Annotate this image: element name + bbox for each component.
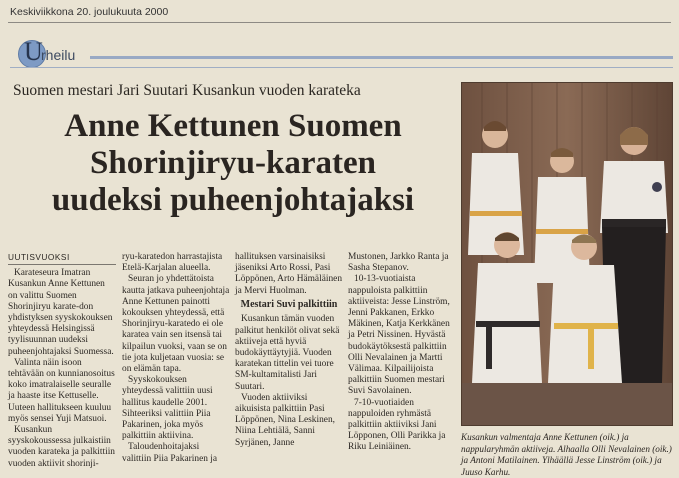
paragraph: Kusankun tämän vuoden palkitut henkilöt olivat sekä aktiiveja että hyviä budokäyttäytyjiä. Vuoden karatekan tittelin vei tuore SM-kultamitalisti Jari Suutari. — [235, 314, 340, 392]
headline — [8, 108, 458, 219]
floor — [462, 383, 672, 425]
masthead-rule — [8, 22, 671, 23]
article-column-4 — [348, 252, 456, 477]
section-label: rheilu — [41, 47, 76, 63]
paragraph: ryu-karatedon harrastajista Etelä-Karjalan alueella. — [122, 252, 223, 274]
paragraph: 7-10-vuotiaiden nappuloiden ryhmästä palkittiin aktiiviksi Jani Löpponen, Olli Parikka ja Riku Leiniäinen. — [348, 397, 446, 453]
section-header — [10, 36, 675, 70]
section-initial: U — [24, 37, 43, 66]
section-rule — [90, 56, 673, 59]
paragraph: hallituksen varsinaisiksi jäseniksi Arto Rossi, Pasi Löppönen, Arto Hämäläinen ja Mervi Huolman. — [235, 252, 343, 296]
paragraph: Valinta näin isoon tehtävään on kunnianosoitus koko imatralaiselle seuralle ja haaste itse Kettuselle. Uuteen hallitukseen kuuluu myös sensei Yuji Matsuoi. — [8, 357, 115, 424]
photo-caption: Kusankun valmentaja Anne Kettunen (oik.) ja nappularyhmän aktiiveja. Alhaalla Olli Nevalainen (oik.) ja Antoni Matilainen. Ylhäällä Jesse Linström (oik.) ja Juuso Karhu. — [461, 432, 672, 477]
subheading: Mestari Suvi palkittiin — [240, 298, 338, 310]
paragraph: Mustonen, Jarkko Ranta ja Sasha Stepanov. — [348, 252, 449, 274]
paragraph: Karateseura Imatran Kusankun Anne Kettunen on valittu Suomen Shorinjiryu karate-don yhdistyksen syyskokouksen yhteydessä Helsingissä tyylisuunnan uudeksi puheenjohtajaksi Suomessa. — [8, 268, 114, 357]
headline-line-3: uudeksi puheenjohtajaksi — [51, 182, 415, 218]
article-photo — [461, 82, 673, 426]
paragraph: Kusankun syyskokoussessa julkaistiin vuoden karateka ja palkittiin vuoden aktiivit shorinji- — [8, 425, 115, 469]
paragraph: Vuoden aktiiviksi aikuisista palkittiin Pasi Löppönen, Nina Leskinen, Niina Lehtiälä, Sanni Syrjänen, Janne — [235, 392, 335, 448]
karate-group-photo — [462, 83, 672, 425]
section-rule-thin — [10, 67, 673, 68]
headline-line-1: Anne Kettunen Suomen — [64, 108, 402, 144]
paragraph: 10-13-vuotiaista nappuloista palkittiin aktiiveista: Jesse Linström, Jenni Pakkanen, Erkko Mäkinen, Katja Kerkkänen ja Petri Nissinen. Hyvästä budokäytöksestä palkittiin Olli Nevalainen ja Martti Välimaa. Kilpailijoista palkittiin Suomen mestari Suvi Savolainen. — [348, 274, 450, 397]
article-column-3 — [235, 252, 343, 477]
article-column-2 — [122, 252, 230, 477]
byline: UUTISVUOKSI — [8, 252, 116, 265]
paragraph: Taloudenhoitajaksi valittiin Piia Pakarinen ja — [122, 442, 218, 464]
paragraph: Seuran jo yhdettätoista kautta jatkava puheenjohtaja Anne Kettunen painotti kokouksen yhteydessä, että Shorinjiryu-karatedo ei ole karatea vain sen itsensä tai kilpailun vuoksi, vaan se on tie jota kuljetaan vuosia: se on elämän tapa. — [122, 274, 230, 375]
headline-line-2: Shorinjiryu-karaten — [89, 145, 376, 181]
paragraph: Syyskokouksen yhteydessä valittiin uusi hallitus kaudelle 2001. Sihteeriksi valittiin Piia Pakarinen, joka myös palkittiin aktiivina. — [122, 375, 213, 442]
kicker: Suomen mestari Jari Suutari Kusankun vuoden karateka — [13, 82, 361, 99]
article-column-1 — [8, 252, 116, 477]
masthead-date: Keskiviikkona 20. joulukuuta 2000 — [10, 6, 169, 18]
